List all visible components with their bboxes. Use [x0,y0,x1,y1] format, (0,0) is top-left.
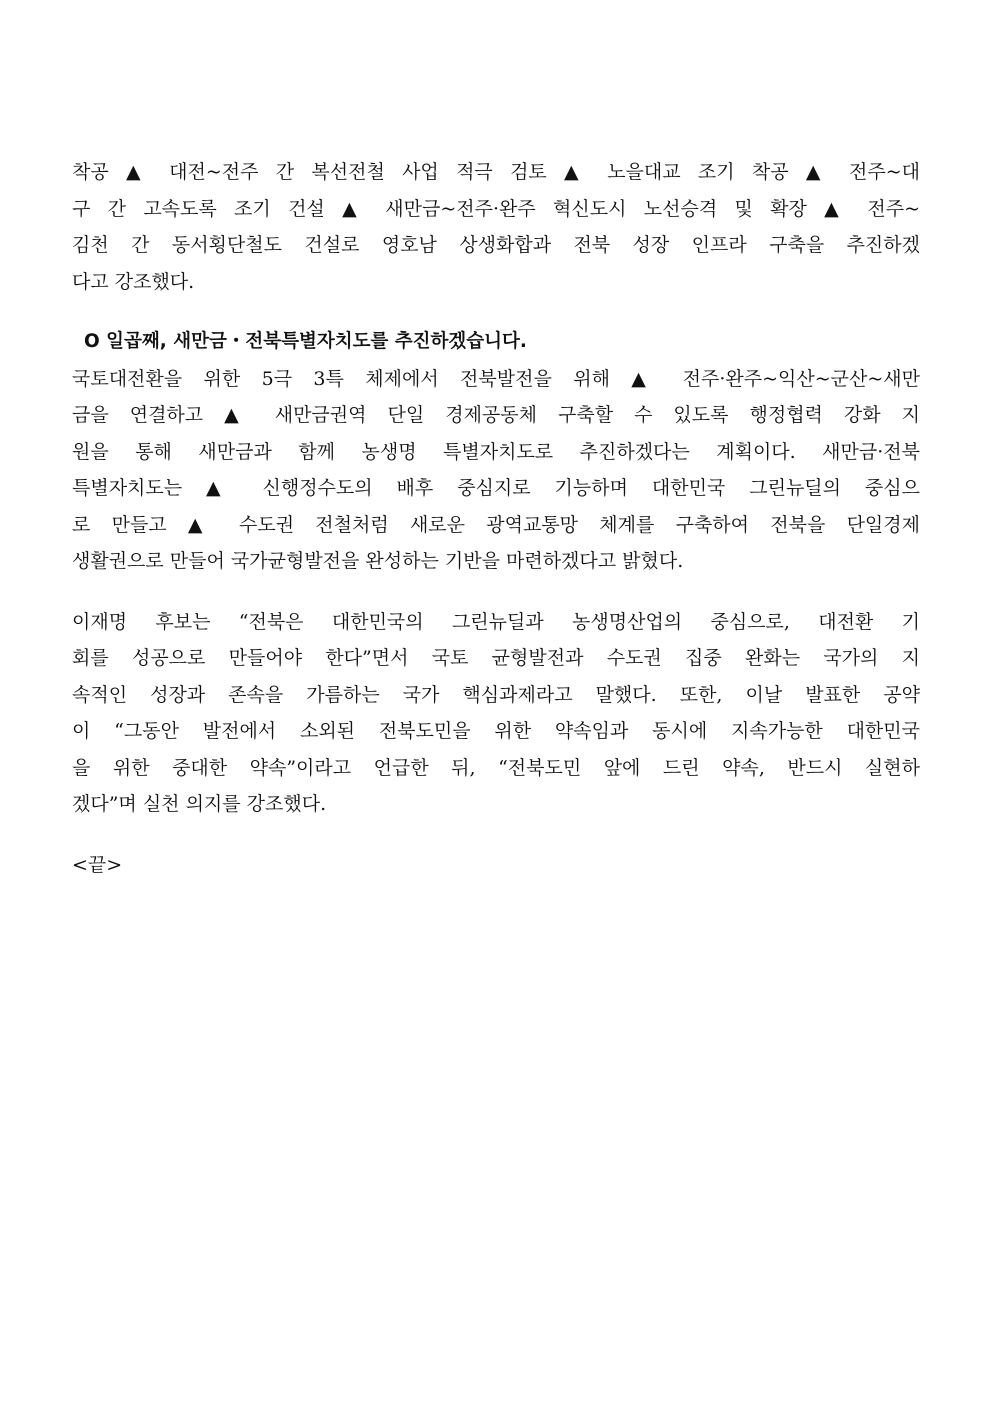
text-line: 회를 성공으로 만들어야 한다”면서 국토 균형발전과 수도권 집중 완화는 국가의 지 [72,647,920,669]
end-mark: <끝> [72,853,123,876]
paragraph-gap [72,823,920,847]
text-line: 구 간 고속도록 조기 건설 ▲ 새만금~전주·완주 혁신도시 노선승격 및 확장 ▲ 전주~ [72,197,920,220]
text-line: 이 “그동안 발전에서 소외된 전북도민을 위한 약속임과 동시에 지속가능한 대한민국 [72,720,920,742]
text-line: 특별자치도는 ▲ 신행정수도의 배후 중심지로 기능하며 대한민국 그린뉴딜의 중심으 [72,477,920,499]
paragraph-infrastructure [72,154,920,300]
text-line: 금을 연결하고 ▲ 새만금권역 단일 경제공동체 구축할 수 있도록 행정협력 강화 지 [72,404,920,426]
text-line: 착공 ▲ 대전~전주 간 복선전철 사업 적극 검토 ▲ 노을대교 조기 착공 ▲ 전주~대 [72,161,920,183]
text-line: 국토대전환을 위한 5극 3특 체제에서 전북발전을 위해 ▲ 전주·완주~익산~군산~새만 [72,367,920,390]
text-line: 원을 통해 새만금과 함께 농생명 특별자치도로 추진하겠다는 계획이다. 새만금·전북 [72,440,920,463]
section-seventh [72,324,920,580]
document-page [72,154,920,883]
section-heading: O 일곱째, 새만금・전북특별자치도를 추진하겠습니다. [84,331,527,352]
text-line: 을 위한 중대한 약속”이라고 언급한 뒤, “전북도민 앞에 드린 약속, 반드시 실현하 [72,756,920,779]
text-line: 다고 강조했다. [72,270,195,293]
text-line: 생활권으로 만들어 국가균형발전을 완성하는 기반을 마련하겠다고 밝혔다. [72,550,684,572]
paragraph-gap [72,300,920,324]
text-line: 겠다”며 실천 의지를 강조했다. [72,793,327,815]
text-line: 로 만들고 ▲ 수도권 전철처럼 새로운 광역교통망 체계를 구축하여 전북을 단일경제 [72,513,920,536]
text-line: 속적인 성장과 존속을 가름하는 국가 핵심과제라고 말했다. 또한, 이날 발표한 공약 [72,683,920,706]
text-line: 이재명 후보는 “전북은 대한민국의 그린뉴딜과 농생명산업의 중심으로, 대전환 기 [72,610,920,633]
paragraph-gap [72,580,920,604]
paragraph-candidate-quote [72,604,920,823]
text-line: 김천 간 동서횡단철도 건설로 영호남 상생화합과 전북 성장 인프라 구축을 추진하겠 [72,234,920,256]
